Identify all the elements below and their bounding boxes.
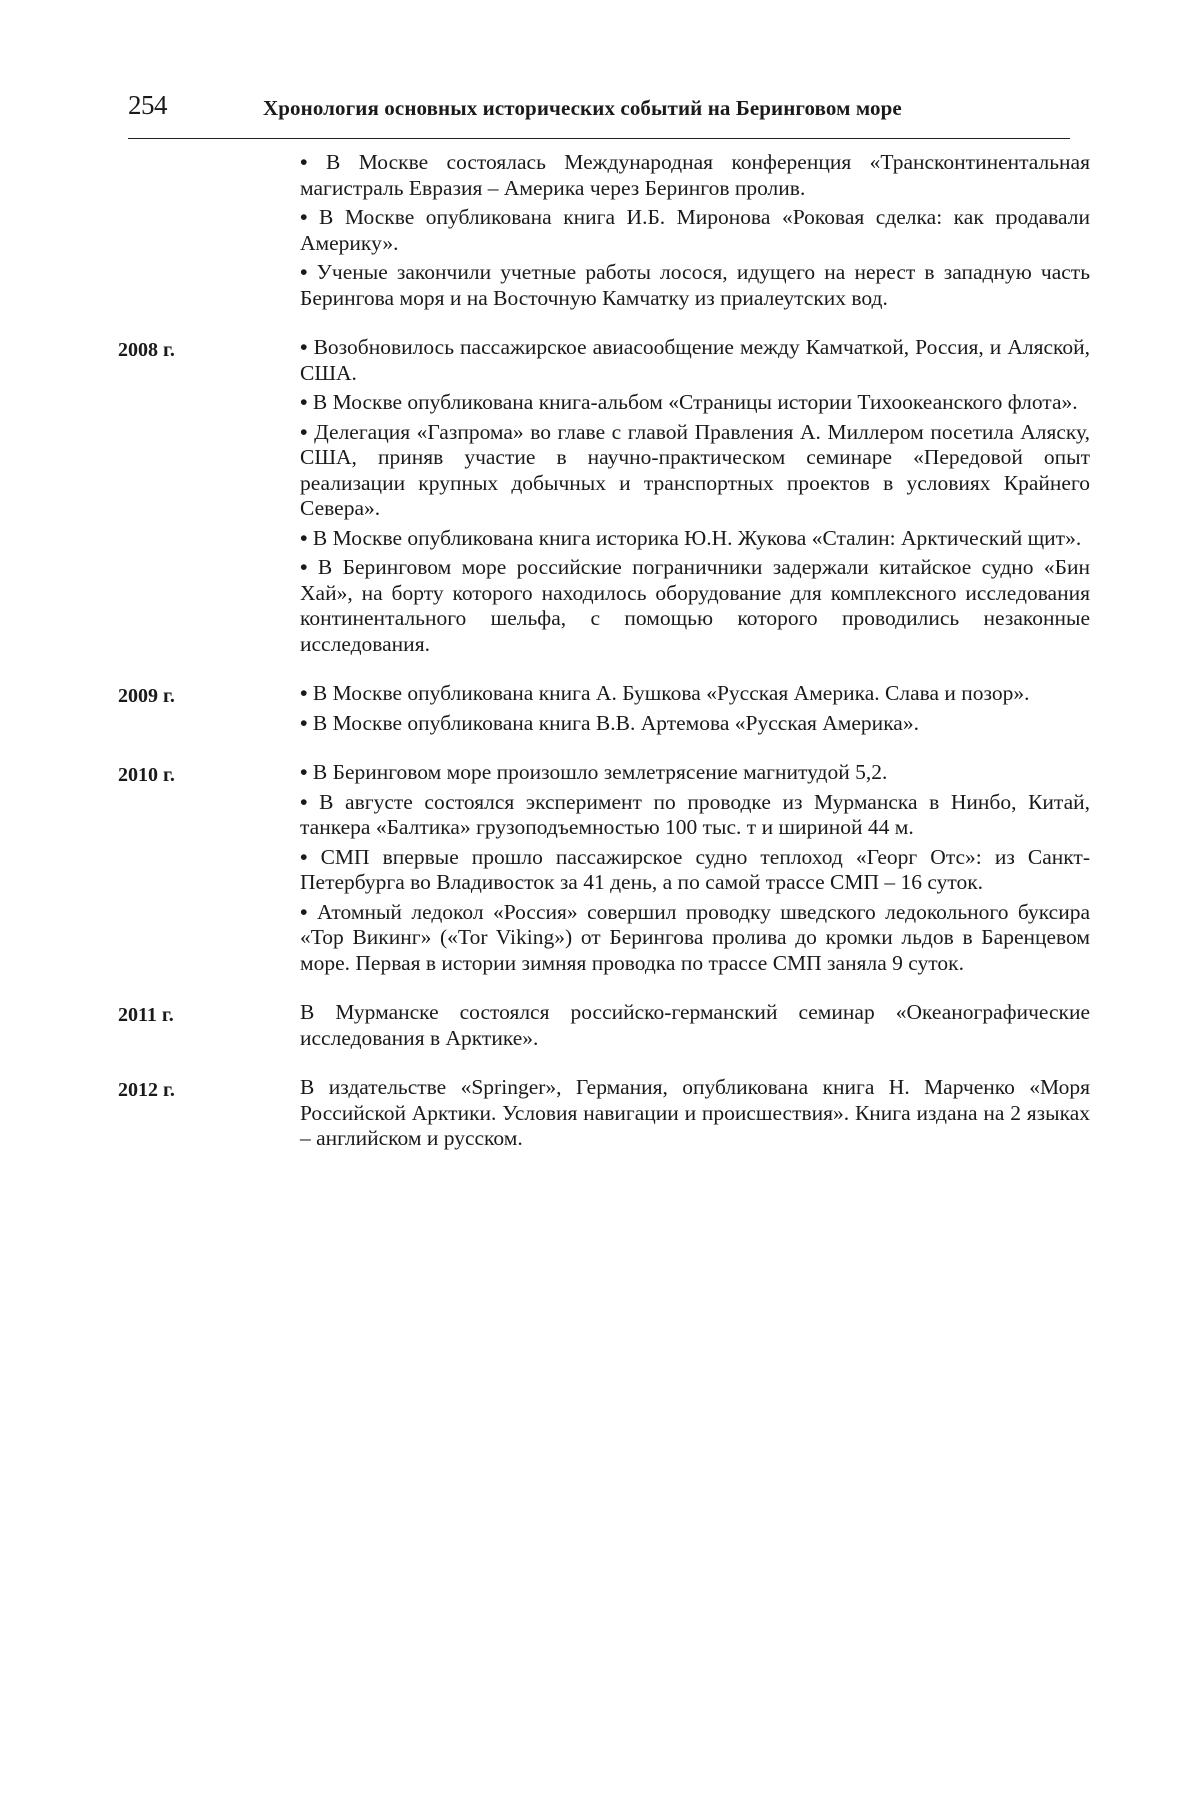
chronology-item: • В Беринговом море произошло землетрясение магнитудой 5,2.	[300, 760, 1090, 786]
chronology-item: • В Москве опубликована книга историка Ю.Н. Жукова «Сталин: Арктический щит».	[300, 526, 1090, 552]
year-entries	[300, 1000, 1090, 1051]
year-entries	[300, 335, 1090, 657]
year-block-2008	[0, 335, 1200, 657]
chronology-item: • Атомный ледокол «Россия» совершил проводку шведского ледокольного буксира «Тор Викинг» («Tor Viking») от Берингова пролива до кромки льдов в Баренцевом море. Первая в истории зимняя проводка по трассе СМП заняла 9 суток.	[300, 900, 1090, 977]
chronology-item: • Делегация «Газпрома» во главе с главой Правления А. Миллером посетила Аляску, США, приняв участие в научно-практическом семинаре «Передовой опыт реализации крупных добычных и транспортных проектов в условиях Крайнего Севера».	[300, 420, 1090, 522]
year-entries	[300, 1075, 1090, 1152]
chronology-item: • В Москве опубликована книга И.Б. Миронова «Роковая сделка: как продавали Америку».	[300, 205, 1090, 256]
header-rule	[128, 138, 1070, 139]
year-label: 2009 г.	[118, 685, 175, 707]
chronology-item: • СМП впервые прошло пассажирское судно теплоход «Георг Отс»: из Санкт-Петербурга во Владивосток за 41 день, а по самой трассе СМП – 16 суток.	[300, 845, 1090, 896]
running-head	[128, 90, 1088, 132]
chronology-item: В Мурманске состоялся российско-германский семинар «Океанографические исследования в Арктике».	[300, 1000, 1090, 1050]
chronology-item: • В Москве опубликована книга А. Бушкова «Русская Америка. Слава и позор».	[300, 681, 1090, 707]
year-label: 2011 г.	[118, 1004, 174, 1026]
page-number: 254	[128, 90, 167, 120]
year-block-2010	[0, 760, 1200, 976]
running-head-title: Хронология основных исторических событий на Беринговом море	[263, 96, 902, 120]
year-label: 2012 г.	[118, 1079, 175, 1101]
year-label: 2010 г.	[118, 764, 175, 786]
chronology-item: • Возобновилось пассажирское авиасообщение между Камчаткой, Россия, и Аляской, США.	[300, 335, 1090, 386]
year-label: 2008 г.	[118, 339, 175, 361]
year-block-continued	[0, 150, 1200, 311]
chronology-item: • Ученые закончили учетные работы лосося, идущего на нерест в западную часть Берингова моря и на Восточную Камчатку из приалеутских вод.	[300, 260, 1090, 311]
chronology-item: В издательстве «Springer», Германия, опубликована книга Н. Марченко «Моря Российской Арктики. Условия навигации и происшествия». Книга издана на 2 языках – английском и русском.	[300, 1075, 1090, 1150]
chronology-item: • В Москве опубликована книга В.В. Артемова «Русская Америка».	[300, 711, 1090, 737]
year-entries	[300, 150, 1090, 311]
year-block-2011	[0, 1000, 1200, 1051]
chronology-entries	[0, 150, 1200, 1156]
chronology-item: • В Москве опубликована книга-альбом «Страницы истории Тихоокеанского флота».	[300, 390, 1090, 416]
year-entries	[300, 681, 1090, 736]
year-block-2012	[0, 1075, 1200, 1152]
year-entries	[300, 760, 1090, 976]
chronology-item: • В Беринговом море российские пограничники задержали китайское судно «Бин Хай», на борту которого находилось оборудование для комплексного исследования континентального шельфа, с помощью которого проводились незаконные исследования.	[300, 555, 1090, 657]
year-block-2009	[0, 681, 1200, 736]
chronology-item: • В Москве состоялась Международная конференция «Трансконтинентальная магистраль Евразия – Америка через Берингов пролив.	[300, 150, 1090, 201]
chronology-item: • В августе состоялся эксперимент по проводке из Мурманска в Нинбо, Китай, танкера «Балтика» грузоподъемностью 100 тыс. т и шириной 44 м.	[300, 790, 1090, 841]
